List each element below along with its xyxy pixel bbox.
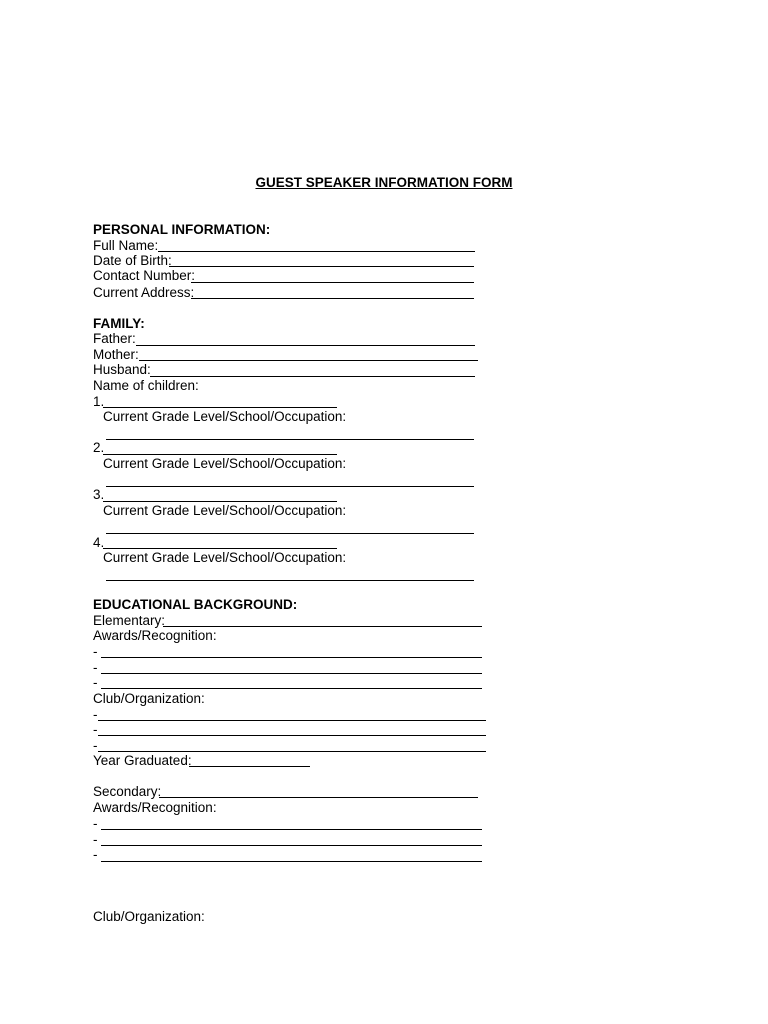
child-name-line[interactable] bbox=[103, 501, 337, 502]
child-grade-line[interactable] bbox=[106, 580, 474, 581]
club-line[interactable] bbox=[98, 751, 486, 752]
dash: - bbox=[93, 847, 98, 862]
child-grade-line[interactable] bbox=[106, 486, 474, 487]
child-grade-label: Current Grade Level/School/Occupation: bbox=[103, 456, 347, 471]
dash: - bbox=[93, 644, 98, 659]
full-name-line[interactable] bbox=[158, 251, 475, 252]
father-line[interactable] bbox=[136, 345, 475, 346]
secondary-label: Secondary: bbox=[93, 784, 162, 799]
child-number: 3. bbox=[93, 487, 105, 502]
mother-line[interactable] bbox=[139, 360, 478, 361]
dash: - bbox=[93, 707, 98, 722]
dash: - bbox=[93, 660, 98, 675]
child-number: 2. bbox=[93, 440, 105, 455]
year-graduated-label: Year Graduated: bbox=[93, 753, 192, 768]
award-line[interactable] bbox=[101, 861, 482, 862]
child-number: 4. bbox=[93, 535, 105, 550]
elementary-line[interactable] bbox=[163, 626, 482, 627]
child-number: 1. bbox=[93, 394, 105, 409]
club-label: Club/Organization: bbox=[93, 691, 205, 706]
dob-label: Date of Birth: bbox=[93, 253, 172, 268]
dash: - bbox=[93, 816, 98, 831]
child-grade-line[interactable] bbox=[106, 439, 474, 440]
club2-label: Club/Organization: bbox=[93, 909, 205, 924]
husband-label: Husband: bbox=[93, 362, 151, 377]
award-line[interactable] bbox=[101, 688, 482, 689]
dash: - bbox=[93, 738, 98, 753]
address-line[interactable] bbox=[191, 298, 474, 299]
child-grade-label: Current Grade Level/School/Occupation: bbox=[103, 503, 347, 518]
full-name-label: Full Name: bbox=[93, 238, 159, 253]
child-grade-line[interactable] bbox=[106, 533, 474, 534]
year-graduated-line[interactable] bbox=[189, 766, 310, 767]
award-line[interactable] bbox=[101, 829, 482, 830]
dash: - bbox=[93, 832, 98, 847]
awards2-label: Awards/Recognition: bbox=[93, 800, 217, 815]
award-line[interactable] bbox=[101, 673, 482, 674]
child-grade-label: Current Grade Level/School/Occupation: bbox=[103, 409, 347, 424]
secondary-line[interactable] bbox=[159, 797, 478, 798]
child-grade-label: Current Grade Level/School/Occupation: bbox=[103, 550, 347, 565]
award-line[interactable] bbox=[101, 657, 482, 658]
husband-line[interactable] bbox=[150, 376, 475, 377]
education-heading: EDUCATIONAL BACKGROUND: bbox=[93, 597, 298, 612]
address-label: Current Address: bbox=[93, 285, 195, 300]
club-line[interactable] bbox=[98, 720, 486, 721]
contact-line[interactable] bbox=[191, 282, 474, 283]
award-line[interactable] bbox=[101, 845, 482, 846]
contact-label: Contact Number: bbox=[93, 268, 196, 283]
child-name-line[interactable] bbox=[103, 407, 337, 408]
mother-label: Mother: bbox=[93, 347, 139, 362]
dash: - bbox=[93, 675, 98, 690]
child-name-line[interactable] bbox=[103, 548, 337, 549]
father-label: Father: bbox=[93, 331, 136, 346]
children-label: Name of children: bbox=[93, 378, 199, 393]
child-name-line[interactable] bbox=[103, 454, 337, 455]
awards-label: Awards/Recognition: bbox=[93, 628, 217, 643]
dob-line[interactable] bbox=[169, 266, 474, 267]
form-title: GUEST SPEAKER INFORMATION FORM bbox=[255, 175, 513, 190]
dash: - bbox=[93, 722, 98, 737]
family-heading: FAMILY: bbox=[93, 316, 145, 331]
elementary-label: Elementary: bbox=[93, 613, 166, 628]
personal-info-heading: PERSONAL INFORMATION: bbox=[93, 222, 271, 237]
club-line[interactable] bbox=[98, 735, 486, 736]
